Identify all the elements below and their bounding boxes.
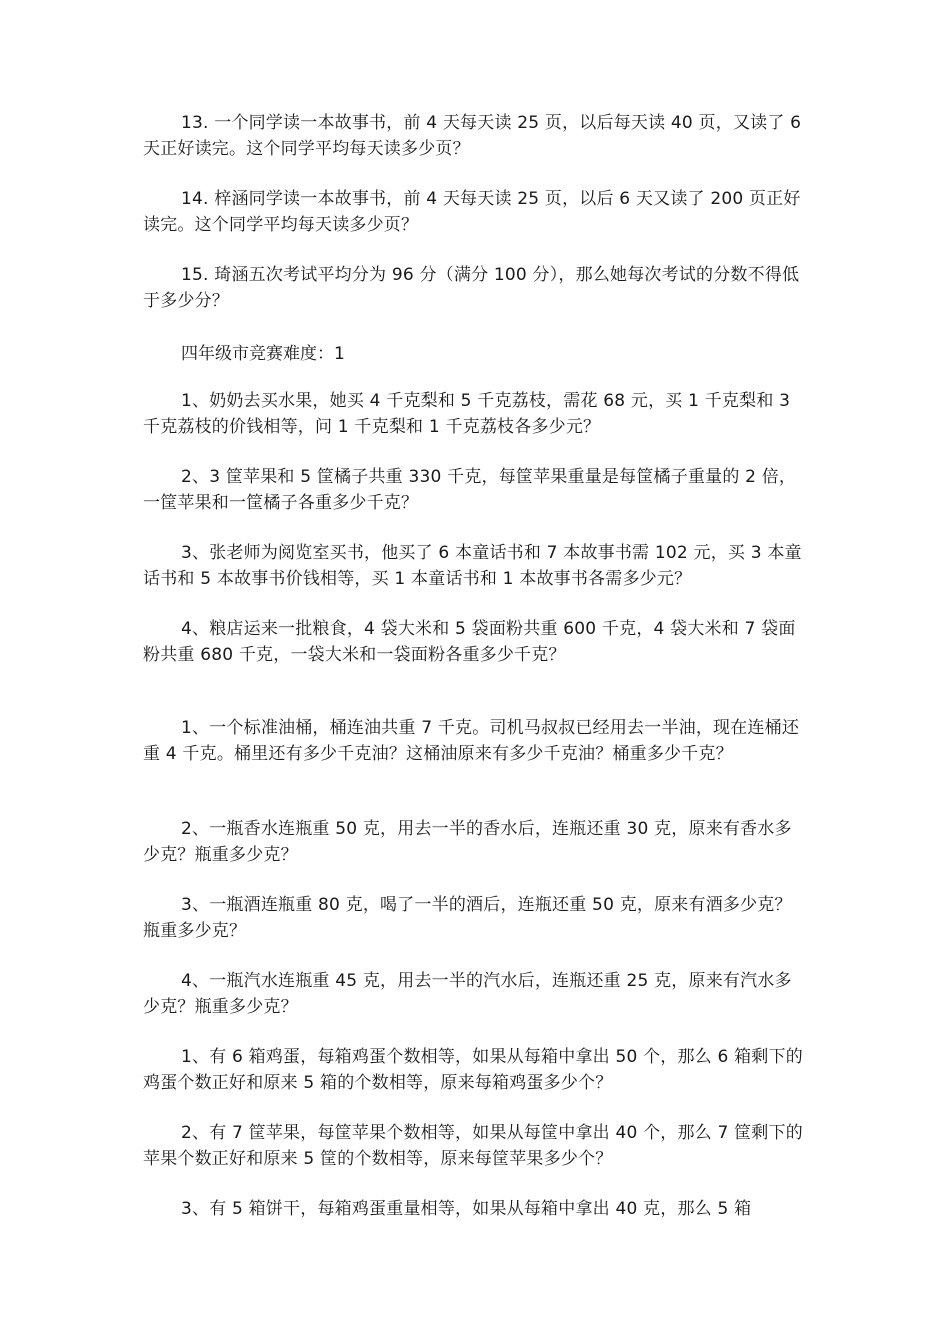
problem-14: 14. 梓涵同学读一本故事书，前 4 天每天读 25 页，以后 6 天又读了 200 页正好读完。这个同学平均每天读多少页？	[143, 189, 801, 235]
problem-3-books: 3、张老师为阅览室买书，他买了 6 本童话书和 7 本故事书需 102 元，买 3 本童话书和 5 本故事书价钱相等，买 1 本童话书和 1 本故事书各需多少元？	[143, 543, 802, 589]
problem-2-apple-baskets: 2、有 7 筐苹果，每筐苹果个数相等，如果从每筐中拿出 40 个，那么 7 筐剩下的苹果个数正好和原来 5 筐的个数相等，原来每筐苹果多少个？	[143, 1123, 803, 1169]
problem-3-wine: 3、一瓶酒连瓶重 80 克，喝了一半的酒后，连瓶还重 50 克，原来有酒多少克？瓶重多少克？	[143, 895, 792, 941]
problem-15: 15. 琦涵五次考试平均分为 96 分（满分 100 分），那么她每次考试的分数不得低于多少分？	[143, 265, 800, 311]
problem-2-perfume: 2、一瓶香水连瓶重 50 克，用去一半的香水后，连瓶还重 30 克，原来有香水多少克？瓶重多少克？	[143, 819, 792, 865]
problem-1-oil-drum: 1、一个标准油桶，桶连油共重 7 千克。司机马叔叔已经用去一半油，现在连桶还重 4 千克。桶里还有多少千克油？这桶油原来有多少千克油？桶重多少千克？	[143, 718, 800, 764]
problem-4-soda: 4、一瓶汽水连瓶重 45 克，用去一半的汽水后，连瓶还重 25 克，原来有汽水多少克？瓶重多少克？	[143, 971, 792, 1017]
problem-2-apples-oranges: 2、3 筐苹果和 5 筐橘子共重 330 千克，每筐苹果重量是每筐橘子重量的 2 倍，一筐苹果和一筐橘子各重多少千克？	[143, 467, 797, 513]
problem-4-grain: 4、粮店运来一批粮食，4 袋大米和 5 袋面粉共重 600 千克，4 袋大米和 7 袋面粉共重 680 千克，一袋大米和一袋面粉各重多少千克？	[143, 619, 796, 665]
problem-1-eggs: 1、有 6 箱鸡蛋，每箱鸡蛋个数相等，如果从每箱中拿出 50 个，那么 6 箱剩下的鸡蛋个数正好和原来 5 箱的个数相等，原来每箱鸡蛋多少个？	[143, 1047, 803, 1093]
problem-13: 13. 一个同学读一本故事书，前 4 天每天读 25 页，以后每天读 40 页，又读了 6 天正好读完。这个同学平均每天读多少页？	[143, 113, 802, 159]
section-heading: 四年级市竞赛难度：1	[181, 344, 345, 364]
problem-3-biscuits: 3、有 5 箱饼干，每箱鸡蛋重量相等，如果从每箱中拿出 40 克，那么 5 箱	[181, 1199, 752, 1219]
problem-1-fruit: 1、奶奶去买水果，她买 4 千克梨和 5 千克荔枝，需花 68 元，买 1 千克梨和 3 千克荔枝的价钱相等，问 1 千克梨和 1 千克荔枝各多少元？	[143, 391, 791, 437]
